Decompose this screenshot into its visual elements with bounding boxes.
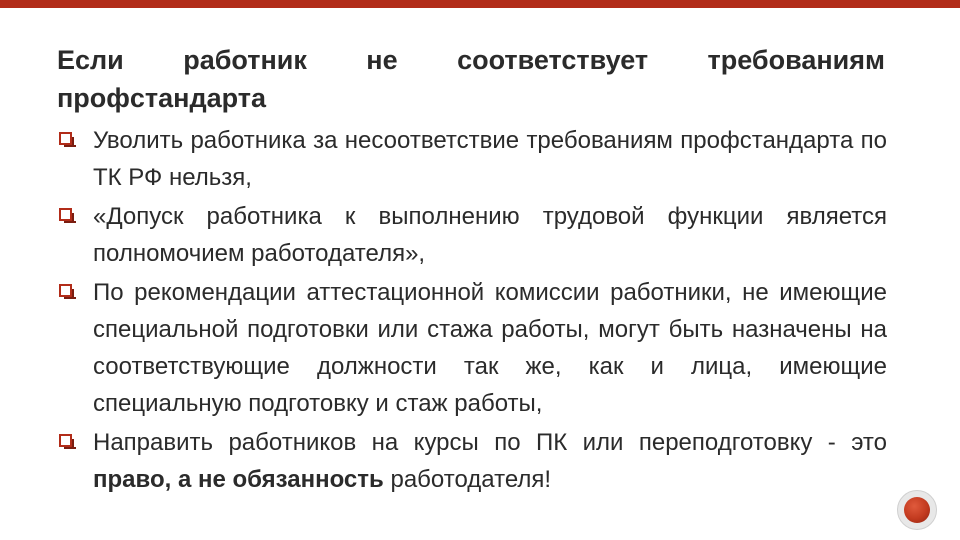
- bullet-list: [57, 122, 887, 498]
- bullet-text-bold: право, а не обязанность: [93, 466, 384, 493]
- checkbox-bullet-icon: [59, 208, 72, 221]
- bullet-text: Уволить работника за несоответствие требованиям профстандарта по ТК РФ нельзя,: [93, 127, 887, 191]
- bullet-item-4: [57, 424, 887, 498]
- slide-nav-button[interactable]: [897, 490, 937, 530]
- bullet-item-3: [57, 274, 887, 422]
- checkbox-bullet-icon: [59, 132, 72, 145]
- checkbox-bullet-icon: [59, 284, 72, 297]
- slide-nav-circle-icon: [904, 497, 930, 523]
- slide-title-line-1: Если работник не соответствует требованиям: [57, 45, 885, 75]
- bullet-text-after: работодателя!: [383, 466, 552, 493]
- checkbox-bullet-icon: [59, 434, 72, 447]
- bullet-item-1: [57, 122, 887, 196]
- bullet-item-2: [57, 198, 887, 272]
- bullet-text-before: Направить работников на курсы по ПК или переподготовку - это: [93, 429, 887, 456]
- bullet-text: По рекомендации аттестационной комиссии работники, не имеющие специальной подготовки или стажа работы, могут быть назначены на соответствующие должности так же, как и лица, имеющие специальную подготовку и стаж работы,: [93, 279, 887, 417]
- slide-title: [57, 41, 885, 117]
- slide-title-line-2: профстандарта: [57, 83, 267, 113]
- bullet-text: «Допуск работника к выполнению трудовой функции является полномочием работодателя»,: [93, 203, 887, 267]
- top-accent-bar: [0, 0, 960, 8]
